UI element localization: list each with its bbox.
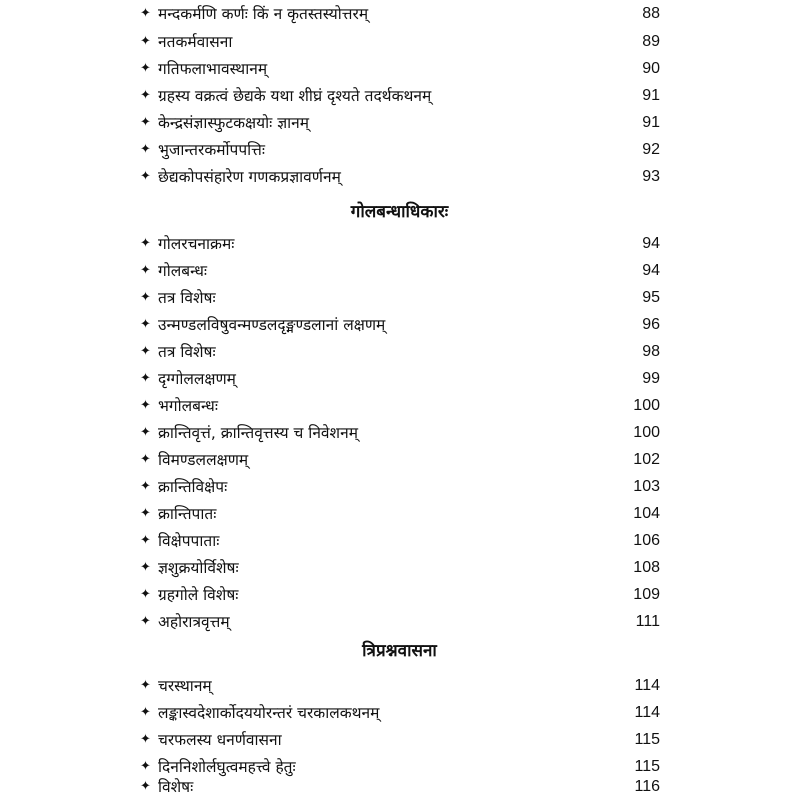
entry-page: 104 (633, 505, 660, 522)
entry-title: दृग्गोललक्षणम् (158, 370, 236, 388)
entry-page: 93 (642, 168, 660, 185)
entry-page: 116 (634, 778, 660, 795)
bullet-icon: ✦ (140, 6, 151, 21)
entry-page: 96 (642, 316, 660, 333)
entry-title: क्रान्तिविक्षेपः (158, 478, 228, 496)
toc-entry (140, 609, 660, 635)
bullet-icon: ✦ (140, 614, 151, 629)
toc-entry (140, 110, 660, 136)
bullet-icon: ✦ (140, 560, 151, 575)
entry-title: लङ्कास्वदेशार्कोदययोरन्तरं चरकालकथनम् (158, 704, 380, 722)
bullet-icon: ✦ (140, 425, 151, 440)
bullet-icon: ✦ (140, 779, 151, 794)
bullet-icon: ✦ (140, 236, 151, 251)
entry-page: 103 (633, 478, 660, 495)
toc-entry (140, 1, 660, 27)
entry-page: 89 (642, 33, 660, 50)
toc-entry (140, 501, 660, 527)
bullet-icon: ✦ (140, 398, 151, 413)
entry-page: 90 (642, 60, 660, 77)
entry-title: तत्र विशेषः (158, 289, 216, 307)
bullet-icon: ✦ (140, 88, 151, 103)
bullet-icon: ✦ (140, 169, 151, 184)
toc-entry (140, 555, 660, 581)
entry-page: 109 (633, 586, 660, 603)
toc-entry (140, 420, 660, 446)
bullet-icon: ✦ (140, 34, 151, 49)
toc-entry (140, 700, 660, 726)
entry-title: ज्ञशुक्रयोर्विशेषः (158, 559, 239, 577)
bullet-icon: ✦ (140, 452, 151, 467)
entry-title: चरस्थानम् (158, 677, 212, 695)
toc-entry (140, 56, 660, 82)
entry-page: 100 (633, 397, 660, 414)
entry-page: 92 (642, 141, 660, 158)
toc-entry (140, 312, 660, 338)
entry-title: मन्दकर्मणि कर्णः किं न कृतस्तस्योत्तरम् (158, 5, 369, 23)
entry-title: केन्द्रसंज्ञास्फुटकक्षयोः ज्ञानम् (158, 114, 310, 132)
entry-title: क्रान्तिपातः (158, 505, 217, 523)
toc-entry (140, 673, 660, 699)
bullet-icon: ✦ (140, 705, 151, 720)
entry-page: 114 (634, 677, 660, 694)
entry-title: गोलबन्धः (158, 262, 208, 280)
bullet-icon: ✦ (140, 678, 151, 693)
toc-entry (140, 231, 660, 257)
bullet-icon: ✦ (140, 142, 151, 157)
bullet-icon: ✦ (140, 290, 151, 305)
bullet-icon: ✦ (140, 61, 151, 76)
entry-title: दिननिशोर्लघुत्वमहत्त्वे हेतुः (158, 758, 296, 776)
entry-title: गोलरचनाक्रमः (158, 235, 235, 253)
entry-title: चरफलस्य धनर्णवासना (158, 731, 282, 749)
entry-page: 102 (633, 451, 660, 468)
entry-page: 88 (642, 5, 660, 22)
toc-entry (140, 164, 660, 190)
toc-entry (140, 137, 660, 163)
toc-entry (140, 582, 660, 608)
entry-page: 115 (634, 731, 660, 748)
toc-entry (140, 528, 660, 554)
entry-title: ग्रहगोले विशेषः (158, 586, 239, 604)
bullet-icon: ✦ (140, 115, 151, 130)
bullet-icon: ✦ (140, 479, 151, 494)
bullet-icon: ✦ (140, 371, 151, 386)
bullet-icon: ✦ (140, 506, 151, 521)
entry-page: 98 (642, 343, 660, 360)
bullet-icon: ✦ (140, 263, 151, 278)
entry-page: 95 (642, 289, 660, 306)
entry-title: अहोरात्रवृत्तम् (158, 613, 230, 631)
entry-title: उन्मण्डलविषुवन्मण्डलदृङ्मण्डलानां लक्षणम् (158, 316, 386, 334)
toc-entry (140, 339, 660, 365)
toc-entry (140, 29, 660, 55)
entry-page: 114 (634, 704, 660, 721)
bullet-icon: ✦ (140, 533, 151, 548)
entry-page: 115 (634, 758, 660, 775)
entry-title: भुजान्तरकर्मोपपत्तिः (158, 141, 266, 159)
bullet-icon: ✦ (140, 732, 151, 747)
section-heading: गोलबन्धाधिकारः (350, 202, 449, 222)
toc-entry (140, 366, 660, 392)
entry-title: विशेषः (158, 778, 194, 796)
entry-title: क्रान्तिवृत्तं, क्रान्तिवृत्तस्य च निवेशनम् (158, 424, 358, 442)
bullet-icon: ✦ (140, 317, 151, 332)
bullet-icon: ✦ (140, 587, 151, 602)
entry-title: विक्षेपपाताः (158, 532, 220, 550)
entry-page: 111 (635, 613, 660, 630)
bullet-icon: ✦ (140, 759, 151, 774)
entry-title: छेद्यकोपसंहारेण गणकप्रज्ञावर्णनम् (158, 168, 341, 186)
entry-page: 94 (642, 262, 660, 279)
entry-page: 99 (642, 370, 660, 387)
section-heading: त्रिप्रश्नवासना (362, 641, 437, 661)
toc-entry (140, 393, 660, 419)
entry-title: भगोलबन्धः (158, 397, 218, 415)
entry-page: 106 (633, 532, 660, 549)
toc-entry (140, 727, 660, 753)
entry-page: 108 (633, 559, 660, 576)
entry-page: 94 (642, 235, 660, 252)
entry-title: विमण्डललक्षणम् (158, 451, 249, 469)
toc-entry (140, 447, 660, 473)
entry-page: 91 (642, 87, 660, 104)
entry-page: 91 (642, 114, 660, 131)
entry-title: तत्र विशेषः (158, 343, 216, 361)
toc-entry (140, 774, 660, 800)
entry-title: ग्रहस्य वक्रत्वं छेद्यके यथा शीघ्रं दृश्यते तदर्थकथनम् (158, 87, 432, 105)
entry-page: 100 (633, 424, 660, 441)
bullet-icon: ✦ (140, 344, 151, 359)
entry-title: नतकर्मवासना (158, 33, 233, 51)
entry-title: गतिफलाभावस्थानम् (158, 60, 268, 78)
toc-entry (140, 285, 660, 311)
toc-entry (140, 83, 660, 109)
toc-entry (140, 474, 660, 500)
toc-entry (140, 258, 660, 284)
